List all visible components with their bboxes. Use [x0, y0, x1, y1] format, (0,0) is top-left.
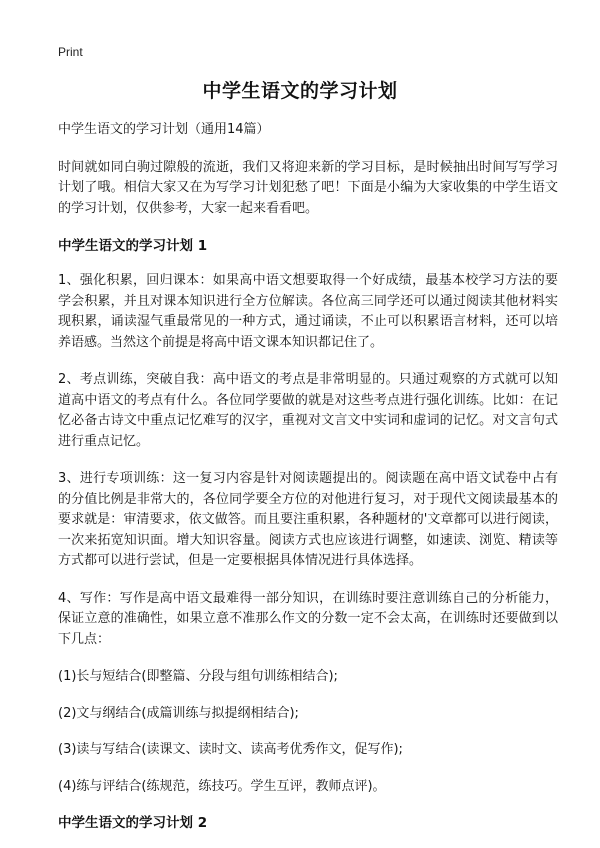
paragraph-4: 4、写作：写作是高中语文最难得一部分知识，在训练时要注意训练自己的分析能力，保证立意的准确性，如果立意不准那么作文的分数一定不会太高，在训练时还要做到以下几点： — [58, 590, 558, 647]
list-item-1: (1)长与短结合(即整篇、分段与组句训练相结合); — [58, 669, 338, 684]
paragraph-1: 1、强化积累，回归课本：如果高中语文想要取得一个好成绩，最基本校学习方法的要学会积累，并且对课本知识进行全方位解读。各位高三同学还可以通过阅读其他材料实现积累，诵读湿气重最常见的一种方式，通过诵读，不止可以积累语言材料，还可以培养语感。当然这个前提是将高中语文课本知识都记住了。 — [58, 273, 558, 350]
page-title: 中学生语文的学习计划 — [202, 80, 398, 102]
section-heading-1: 中学生语文的学习计划 1 — [58, 238, 208, 254]
list-item-2: (2)文与纲结合(成篇训练与拟提纲相结合); — [58, 705, 299, 721]
intro-paragraph: 时间就如同白驹过隙般的流逝，我们又将迎来新的学习目标，是时候抽出时间写写学习计划了哦。相信大家又在为写学习计划犯愁了吧！下面是小编为大家收集的中学生语文的学习计划，仅供参考，大家一起来看看吧。 — [58, 159, 558, 216]
section-heading-2: 中学生语文的学习计划 2 — [58, 815, 208, 831]
print-link[interactable]: Print — [58, 45, 83, 59]
article-subtitle: 中学生语文的学习计划（通用14篇） — [58, 122, 270, 137]
list-item-4: (4)练与评结合(练规范，练技巧。学生互评，教师点评)。 — [58, 778, 386, 794]
article-body — [58, 120, 558, 848]
paragraph-2: 2、考点训练，突破自我：高中语文的考点是非常明显的。只通过观察的方式就可以知道高中语文的考点有什么。各位同学要做的就是对这些考点进行强化训练。比如：在记忆必备古诗文中重点记忆难写的汉字，重视对文言文中实词和虚词的记忆。对文言句式进行重点记忆。 — [58, 372, 558, 449]
paragraph-3: 3、进行专项训练：这一复习内容是针对阅读题提出的。阅读题在高中语文试卷中占有的分值比例是非常大的，各位同学要全方位的对他进行复习，对于现代文阅读最基本的要求就是：审清要求，依文做答。而且要注重积累，各种题材的'文章都可以进行阅读，一次来拓宽知识面。增大知识容量。阅读方式也应该进行调整，如速读、浏览、精读等方式都可以进行尝试，但是一定要根据具体情况进行具体选择。 — [58, 471, 558, 568]
list-item-3: (3)读与写结合(读课文、读时文、读高考优秀作文，促写作); — [58, 742, 403, 757]
